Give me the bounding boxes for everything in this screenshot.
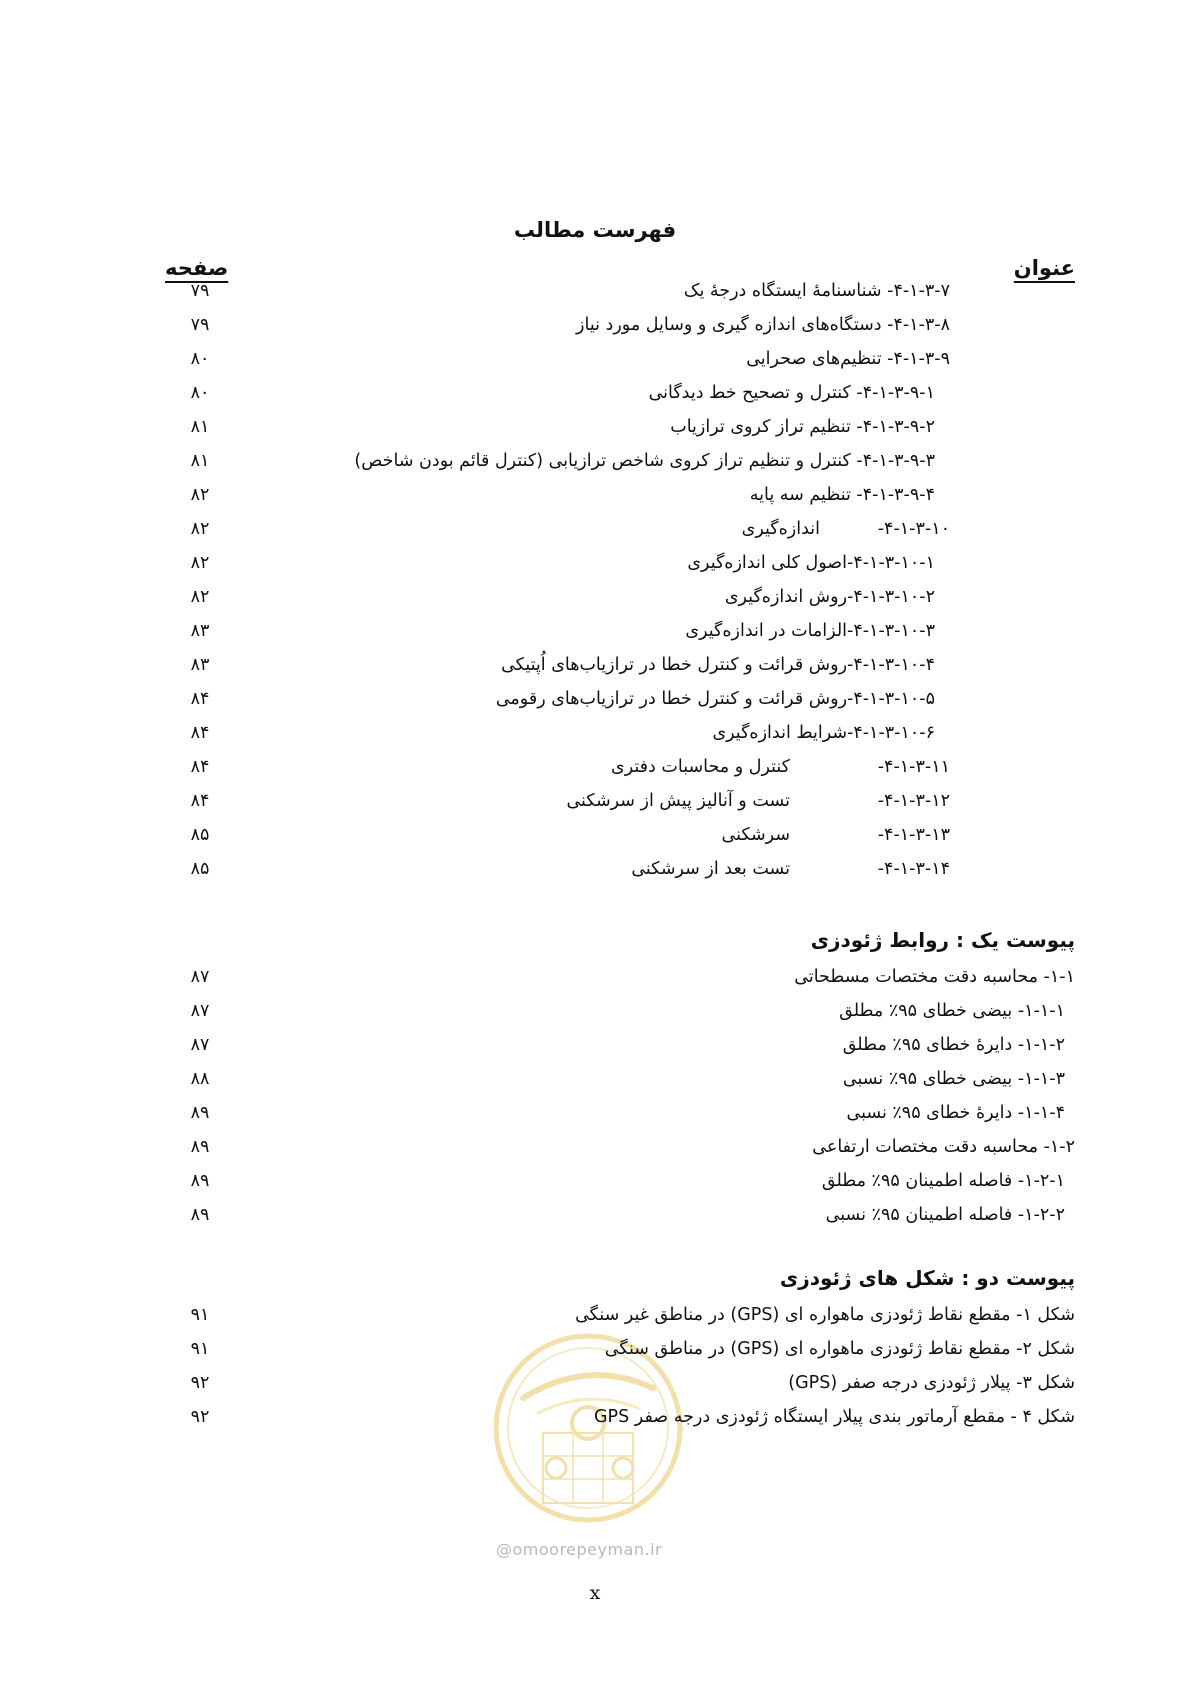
toc-entry-text: سرشکنی bbox=[721, 825, 790, 845]
toc-page-number: ۷۹ bbox=[190, 281, 210, 301]
toc-row bbox=[0, 480, 1190, 510]
toc-row bbox=[0, 344, 1190, 374]
toc-page-number: ۸۳ bbox=[190, 621, 210, 641]
toc-page-number: ۸۰ bbox=[190, 349, 210, 369]
toc-row bbox=[0, 1334, 1190, 1364]
toc-page-number: ۸۷ bbox=[190, 1001, 210, 1021]
toc-entry-text: ۱-۲-۱- فاصله اطمینان ۹۵٪ مطلق bbox=[821, 1171, 1065, 1191]
toc-entry-text: ۴-۱-۳-۹- تنظیم‌های صحرایی bbox=[746, 349, 950, 369]
toc-page-number: ۸۴ bbox=[190, 723, 210, 743]
toc-row bbox=[0, 310, 1190, 340]
toc-page-number: ۸۹ bbox=[190, 1171, 210, 1191]
toc-row bbox=[0, 962, 1190, 992]
toc-row bbox=[0, 1030, 1190, 1060]
toc-row bbox=[0, 854, 1190, 884]
toc-entry-text: ۴-۱-۳-۸- دستگاه‌های اندازه گیری و وسایل مورد نیاز bbox=[576, 315, 950, 335]
toc-page-number: ۸۲ bbox=[190, 587, 210, 607]
toc-row bbox=[0, 514, 1190, 544]
toc-entry-text: تست بعد از سرشکنی bbox=[631, 859, 790, 879]
toc-page-number: ۸۳ bbox=[190, 655, 210, 675]
toc-page-number: ۸۱ bbox=[190, 451, 210, 471]
toc-page-number: ۸۷ bbox=[190, 1035, 210, 1055]
toc-page-number: ۸۴ bbox=[190, 757, 210, 777]
toc-row bbox=[0, 1402, 1190, 1432]
toc-entry-text: ۱-۲-۲- فاصله اطمینان ۹۵٪ نسبی bbox=[825, 1205, 1065, 1225]
toc-entry-text: شکل ۲- مقطع نقاط ژئودزی ماهواره ای (GPS) در مناطق سنگی bbox=[604, 1339, 1075, 1359]
toc-page-number: ۸۲ bbox=[190, 553, 210, 573]
toc-page-number: ۸۴ bbox=[190, 689, 210, 709]
toc-row bbox=[0, 378, 1190, 408]
toc-row bbox=[0, 752, 1190, 782]
toc-row bbox=[0, 1368, 1190, 1398]
toc-row bbox=[0, 684, 1190, 714]
toc-entry-text: ۴-۱-۳-۹-۱- کنترل و تصحیح خط دیدگانی bbox=[648, 383, 935, 403]
toc-row bbox=[0, 276, 1190, 306]
toc-entry-text: ۴-۱-۳-۱۰-۴-روش قرائت و کنترل خطا در ترازیاب‌های اُپتیکی bbox=[501, 655, 935, 675]
toc-entry-text: ۱-۱-۴- دایرۀ خطای ۹۵٪ نسبی bbox=[846, 1103, 1065, 1123]
toc-entry-number: ۴-۱-۳-۱۰- bbox=[877, 519, 950, 539]
toc-entry-text: ۱-۲- محاسبه دقت مختصات ارتفاعی bbox=[812, 1137, 1075, 1157]
toc-entry-number: ۴-۱-۳-۱۳- bbox=[877, 825, 950, 845]
toc-page-number: ۸۲ bbox=[190, 519, 210, 539]
toc-row bbox=[0, 1166, 1190, 1196]
toc-row bbox=[0, 1064, 1190, 1094]
toc-row bbox=[0, 820, 1190, 850]
toc-page-number: ۸۸ bbox=[190, 1069, 210, 1089]
toc-entry-text: ۴-۱-۳-۱۰-۱-اصول کلی اندازه‌گیری bbox=[687, 553, 935, 573]
toc-entry-text: اندازه‌گیری bbox=[741, 519, 820, 539]
toc-entry-text: ۱-۱-۲- دایرۀ خطای ۹۵٪ مطلق bbox=[842, 1035, 1065, 1055]
toc-row bbox=[0, 616, 1190, 646]
toc-page-number: ۸۰ bbox=[190, 383, 210, 403]
toc-entry-number: ۴-۱-۳-۱۲- bbox=[877, 791, 950, 811]
toc-row bbox=[0, 650, 1190, 680]
toc-entry-text: ۴-۱-۳-۹-۴- تنظیم سه پایه bbox=[749, 485, 935, 505]
toc-entry-text: ۴-۱-۳-۹-۲- تنظیم تراز کروی ترازیاب bbox=[670, 417, 935, 437]
toc-row bbox=[0, 412, 1190, 442]
toc-entry-text: ۴-۱-۳-۱۰-۵-روش قرائت و کنترل خطا در ترازیاب‌های رقومی bbox=[495, 689, 935, 709]
toc-page-number: ۸۱ bbox=[190, 417, 210, 437]
toc-entry-text: ۴-۱-۳-۱۰-۲-روش اندازه‌گیری bbox=[724, 587, 935, 607]
toc-entry-number: ۴-۱-۳-۱۴- bbox=[877, 859, 950, 879]
toc-page-number: ۹۱ bbox=[190, 1339, 210, 1359]
page-number-footer: x bbox=[589, 1582, 601, 1604]
toc-entry-text: ۱-۱- محاسبه دقت مختصات مسطحاتی bbox=[794, 967, 1075, 987]
toc-entry-text: ۴-۱-۳-۱۰-۳-الزامات در اندازه‌گیری bbox=[685, 621, 935, 641]
toc-page-number: ۸۹ bbox=[190, 1137, 210, 1157]
toc-entry-text: ۱-۱-۱- بیضی خطای ۹۵٪ مطلق bbox=[839, 1001, 1065, 1021]
toc-page-number: ۸۴ bbox=[190, 791, 210, 811]
page-title: فهرست مطالب bbox=[513, 218, 677, 242]
toc-entry-text: شکل ۱- مقطع نقاط ژئودزی ماهواره ای (GPS) در مناطق غیر سنگی bbox=[575, 1305, 1075, 1325]
toc-page-number: ۸۵ bbox=[190, 825, 210, 845]
toc-entry-text: شکل ۳- پیلار ژئودزی درجه صفر (GPS) bbox=[788, 1373, 1075, 1393]
toc-page-number: ۹۲ bbox=[190, 1373, 210, 1393]
toc-page-number: ۷۹ bbox=[190, 315, 210, 335]
watermark-text: @omoorepeyman.ir bbox=[496, 1540, 663, 1559]
toc-row bbox=[0, 1200, 1190, 1230]
toc-entry-text: ۱-۱-۳- بیضی خطای ۹۵٪ نسبی bbox=[842, 1069, 1065, 1089]
toc-row bbox=[0, 582, 1190, 612]
toc-page-number: ۸۵ bbox=[190, 859, 210, 879]
page-column-header: صفحه bbox=[165, 256, 229, 280]
toc-entry-text: ۴-۱-۳-۷- شناسنامۀ ایستگاه درجۀ یک bbox=[683, 281, 950, 301]
toc-page-number: ۹۲ bbox=[190, 1407, 210, 1427]
toc-entry-text: ۴-۱-۳-۹-۳- کنترل و تنظیم تراز کروی شاخص ترازیابی (کنترل قائم بودن شاخص) bbox=[354, 451, 935, 471]
toc-page-number: ۸۲ bbox=[190, 485, 210, 505]
title-column-header: عنوان bbox=[1013, 256, 1075, 280]
toc-row bbox=[0, 548, 1190, 578]
appendix-two-heading: پیوست دو : شکل های ژئودزی bbox=[779, 1266, 1075, 1290]
toc-entry-text: کنترل و محاسبات دفتری bbox=[611, 757, 790, 777]
toc-page-number: ۸۹ bbox=[190, 1205, 210, 1225]
toc-page-number: ۸۷ bbox=[190, 967, 210, 987]
appendix-one-heading: پیوست یک : روابط ژئودزی bbox=[810, 928, 1075, 952]
toc-page-number: ۹۱ bbox=[190, 1305, 210, 1325]
toc-row bbox=[0, 446, 1190, 476]
toc-row bbox=[0, 1132, 1190, 1162]
toc-entry-text: ۴-۱-۳-۱۰-۶-شرایط اندازه‌گیری bbox=[712, 723, 935, 743]
toc-entry-number: ۴-۱-۳-۱۱- bbox=[877, 757, 950, 777]
toc-entry-text: تست و آنالیز پیش از سرشکنی bbox=[566, 791, 790, 811]
toc-entry-text: شکل ۴ - مقطع آرماتور بندی پیلار ایستگاه ژئودزی درجه صفر GPS bbox=[594, 1407, 1075, 1427]
toc-page-number: ۸۹ bbox=[190, 1103, 210, 1123]
toc-row bbox=[0, 1098, 1190, 1128]
toc-row bbox=[0, 718, 1190, 748]
toc-row bbox=[0, 786, 1190, 816]
toc-row bbox=[0, 996, 1190, 1026]
toc-row bbox=[0, 1300, 1190, 1330]
